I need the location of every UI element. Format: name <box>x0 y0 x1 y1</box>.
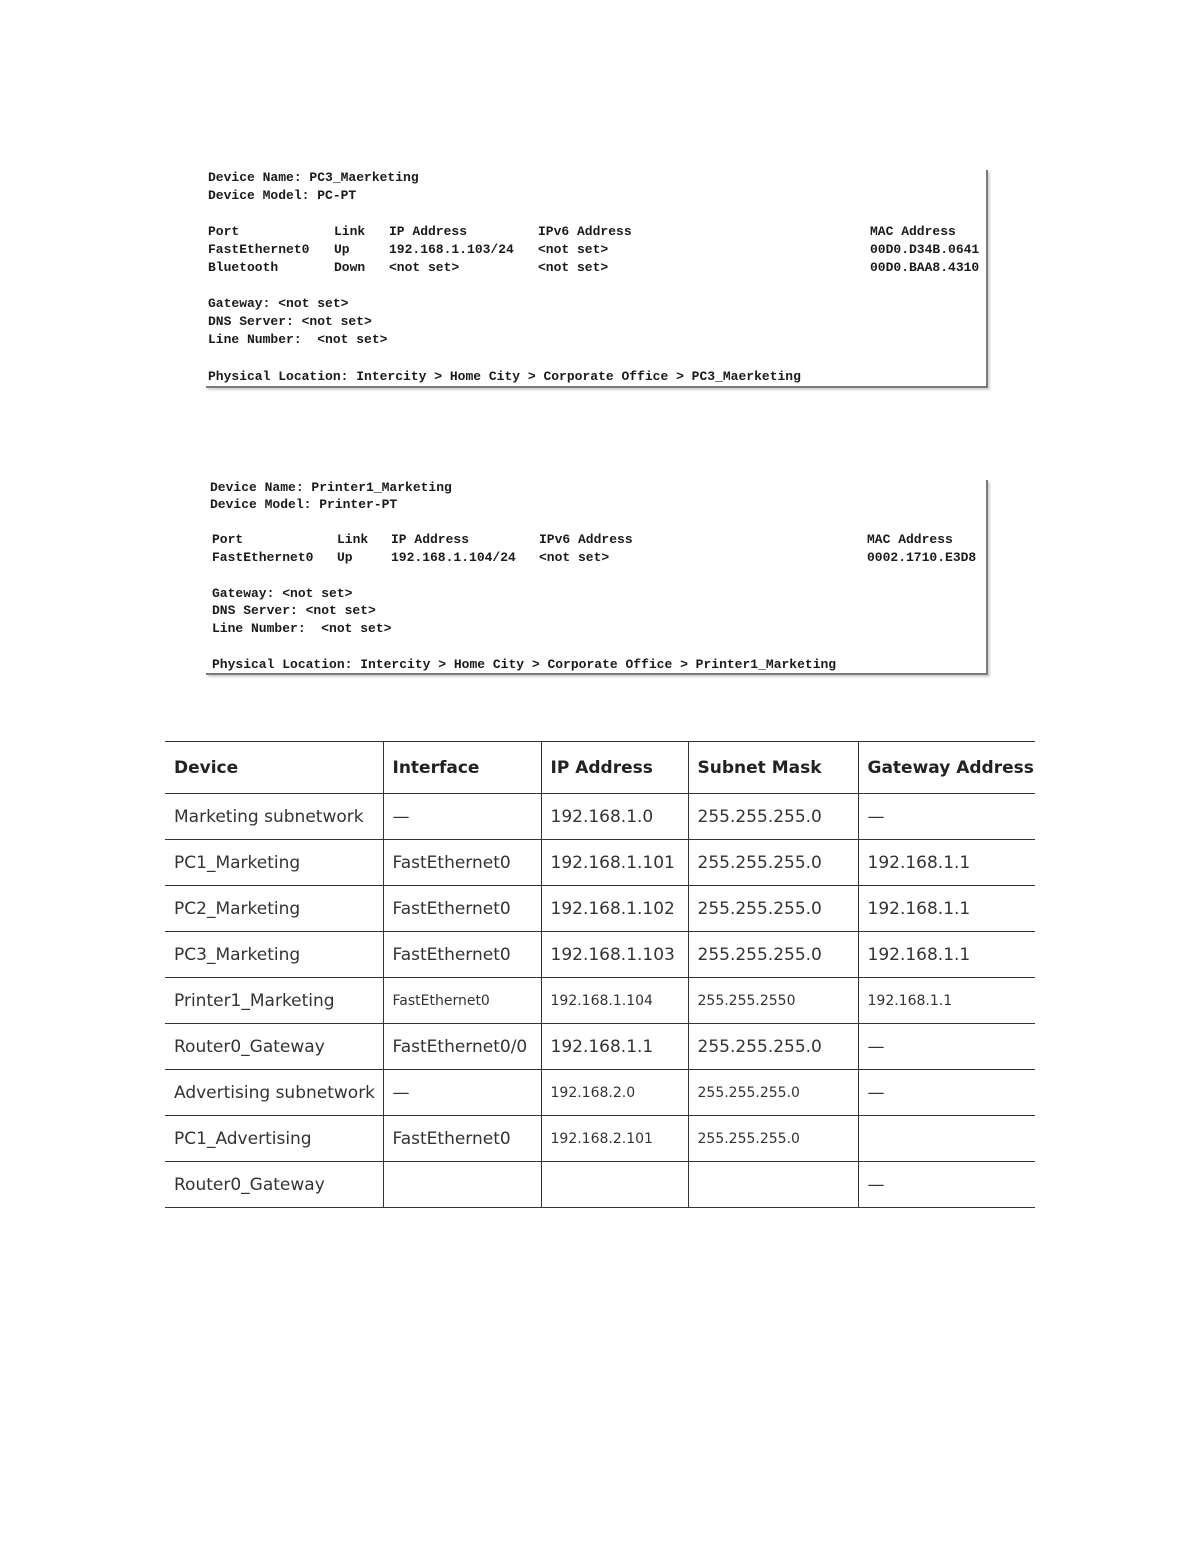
column-header-device: Device <box>165 742 383 794</box>
ipv6-header: IPv6 Address <box>538 224 632 239</box>
table-row <box>165 1070 1035 1116</box>
interface-cell <box>383 1162 541 1208</box>
mac-header: MAC Address <box>867 532 953 547</box>
line-number-line: Line Number: <not set> <box>212 621 392 636</box>
ip-address-cell: 192.168.1.0 <box>541 794 688 840</box>
device-model: Device Model: PC-PT <box>208 188 357 203</box>
subnet-mask-cell: 255.255.2550 <box>688 978 858 1024</box>
ip-address-cell: 192.168.1.103 <box>541 932 688 978</box>
device-name: Device Name: Printer1_Marketing <box>210 480 452 495</box>
link-cell: Up <box>337 550 353 565</box>
gateway-line: Gateway: <not set> <box>208 296 349 311</box>
subnet-mask-cell: 255.255.255.0 <box>688 1024 858 1070</box>
ipv6-cell: <not set> <box>538 260 609 275</box>
gateway-cell: 192.168.1.1 <box>858 840 1035 886</box>
device-name: Device Name: PC3_Maerketing <box>208 170 419 185</box>
ip-address-cell <box>541 1162 688 1208</box>
dns-line: DNS Server: <not set> <box>208 314 372 329</box>
port-cell: FastEthernet0 <box>212 550 314 565</box>
ip-address-cell: 192.168.2.0 <box>541 1070 688 1116</box>
device-model: Device Model: Printer-PT <box>210 497 398 512</box>
device-cell: Router0_Gateway <box>165 1162 383 1208</box>
subnet-mask-cell: 255.255.255.0 <box>688 794 858 840</box>
table-row <box>165 1162 1035 1208</box>
table-row <box>165 1024 1035 1070</box>
table-row <box>165 840 1035 886</box>
link-cell: Down <box>334 260 366 275</box>
subnet-mask-cell: 255.255.255.0 <box>688 886 858 932</box>
link-header: Link <box>337 532 369 547</box>
gateway-cell: 192.168.1.1 <box>858 932 1035 978</box>
ip-cell: <not set> <box>389 260 460 275</box>
port-cell: FastEthernet0 <box>208 242 310 257</box>
interface-cell: FastEthernet0/0 <box>383 1024 541 1070</box>
table-row <box>165 1116 1035 1162</box>
device-cell: PC3_Marketing <box>165 932 383 978</box>
mac-cell: 00D0.D34B.0641 <box>870 242 980 257</box>
pc3-device-info-panel <box>206 170 988 388</box>
interface-cell: FastEthernet0 <box>383 840 541 886</box>
subnet-mask-cell: 255.255.255.0 <box>688 1070 858 1116</box>
device-cell: Router0_Gateway <box>165 1024 383 1070</box>
table-row <box>165 794 1035 840</box>
ip-header: IP Address <box>389 224 468 239</box>
printer-device-info-panel <box>206 480 988 675</box>
link-header: Link <box>334 224 366 239</box>
device-cell: Marketing subnetwork <box>165 794 383 840</box>
link-cell: Up <box>334 242 350 257</box>
table-row <box>165 978 1035 1024</box>
device-cell: PC2_Marketing <box>165 886 383 932</box>
dns-line: DNS Server: <not set> <box>212 603 376 618</box>
table-header-row <box>165 742 1035 794</box>
port-header: Port <box>208 224 240 239</box>
subnet-mask-cell: 255.255.255.0 <box>688 840 858 886</box>
gateway-cell: — <box>858 1070 1035 1116</box>
interface-cell: FastEthernet0 <box>383 886 541 932</box>
interface-cell: FastEthernet0 <box>383 978 541 1024</box>
table-row <box>165 886 1035 932</box>
line-number-line: Line Number: <not set> <box>208 332 388 347</box>
physical-location-line: Physical Location: Intercity > Home City > Corporate Office > PC3_Maerketing <box>208 369 801 384</box>
port-header: Port <box>212 532 244 547</box>
gateway-cell: — <box>858 1024 1035 1070</box>
ip-address-cell: 192.168.1.104 <box>541 978 688 1024</box>
ipv6-cell: <not set> <box>539 550 610 565</box>
ip-address-cell: 192.168.1.1 <box>541 1024 688 1070</box>
ip-header: IP Address <box>391 532 470 547</box>
mac-cell: 00D0.BAA8.4310 <box>870 260 980 275</box>
column-header-ip-address: IP Address <box>541 742 688 794</box>
interface-cell: — <box>383 794 541 840</box>
gateway-cell: 192.168.1.1 <box>858 886 1035 932</box>
gateway-line: Gateway: <not set> <box>212 586 353 601</box>
gateway-cell: — <box>858 794 1035 840</box>
physical-location-line: Physical Location: Intercity > Home City > Corporate Office > Printer1_Marketing <box>212 657 837 672</box>
interface-cell: FastEthernet0 <box>383 932 541 978</box>
subnet-mask-cell <box>688 1162 858 1208</box>
ipv6-cell: <not set> <box>538 242 609 257</box>
addressing-table <box>165 741 1035 1208</box>
ip-address-cell: 192.168.2.101 <box>541 1116 688 1162</box>
port-cell: Bluetooth <box>208 260 279 275</box>
ip-address-cell: 192.168.1.101 <box>541 840 688 886</box>
device-cell: PC1_Marketing <box>165 840 383 886</box>
gateway-cell <box>858 1116 1035 1162</box>
interface-cell: FastEthernet0 <box>383 1116 541 1162</box>
mac-header: MAC Address <box>870 224 956 239</box>
device-cell: Printer1_Marketing <box>165 978 383 1024</box>
ip-cell: 192.168.1.103/24 <box>389 242 514 257</box>
column-header-interface: Interface <box>383 742 541 794</box>
interface-cell: — <box>383 1070 541 1116</box>
ip-cell: 192.168.1.104/24 <box>391 550 516 565</box>
ip-address-cell: 192.168.1.102 <box>541 886 688 932</box>
column-header-gateway-address: Gateway Address <box>858 742 1035 794</box>
table-row <box>165 932 1035 978</box>
mac-cell: 0002.1710.E3D8 <box>867 550 977 565</box>
device-cell: Advertising subnetwork <box>165 1070 383 1116</box>
column-header-subnet-mask: Subnet Mask <box>688 742 858 794</box>
device-cell: PC1_Advertising <box>165 1116 383 1162</box>
subnet-mask-cell: 255.255.255.0 <box>688 1116 858 1162</box>
subnet-mask-cell: 255.255.255.0 <box>688 932 858 978</box>
gateway-cell: — <box>858 1162 1035 1208</box>
ipv6-header: IPv6 Address <box>539 532 633 547</box>
gateway-cell: 192.168.1.1 <box>858 978 1035 1024</box>
